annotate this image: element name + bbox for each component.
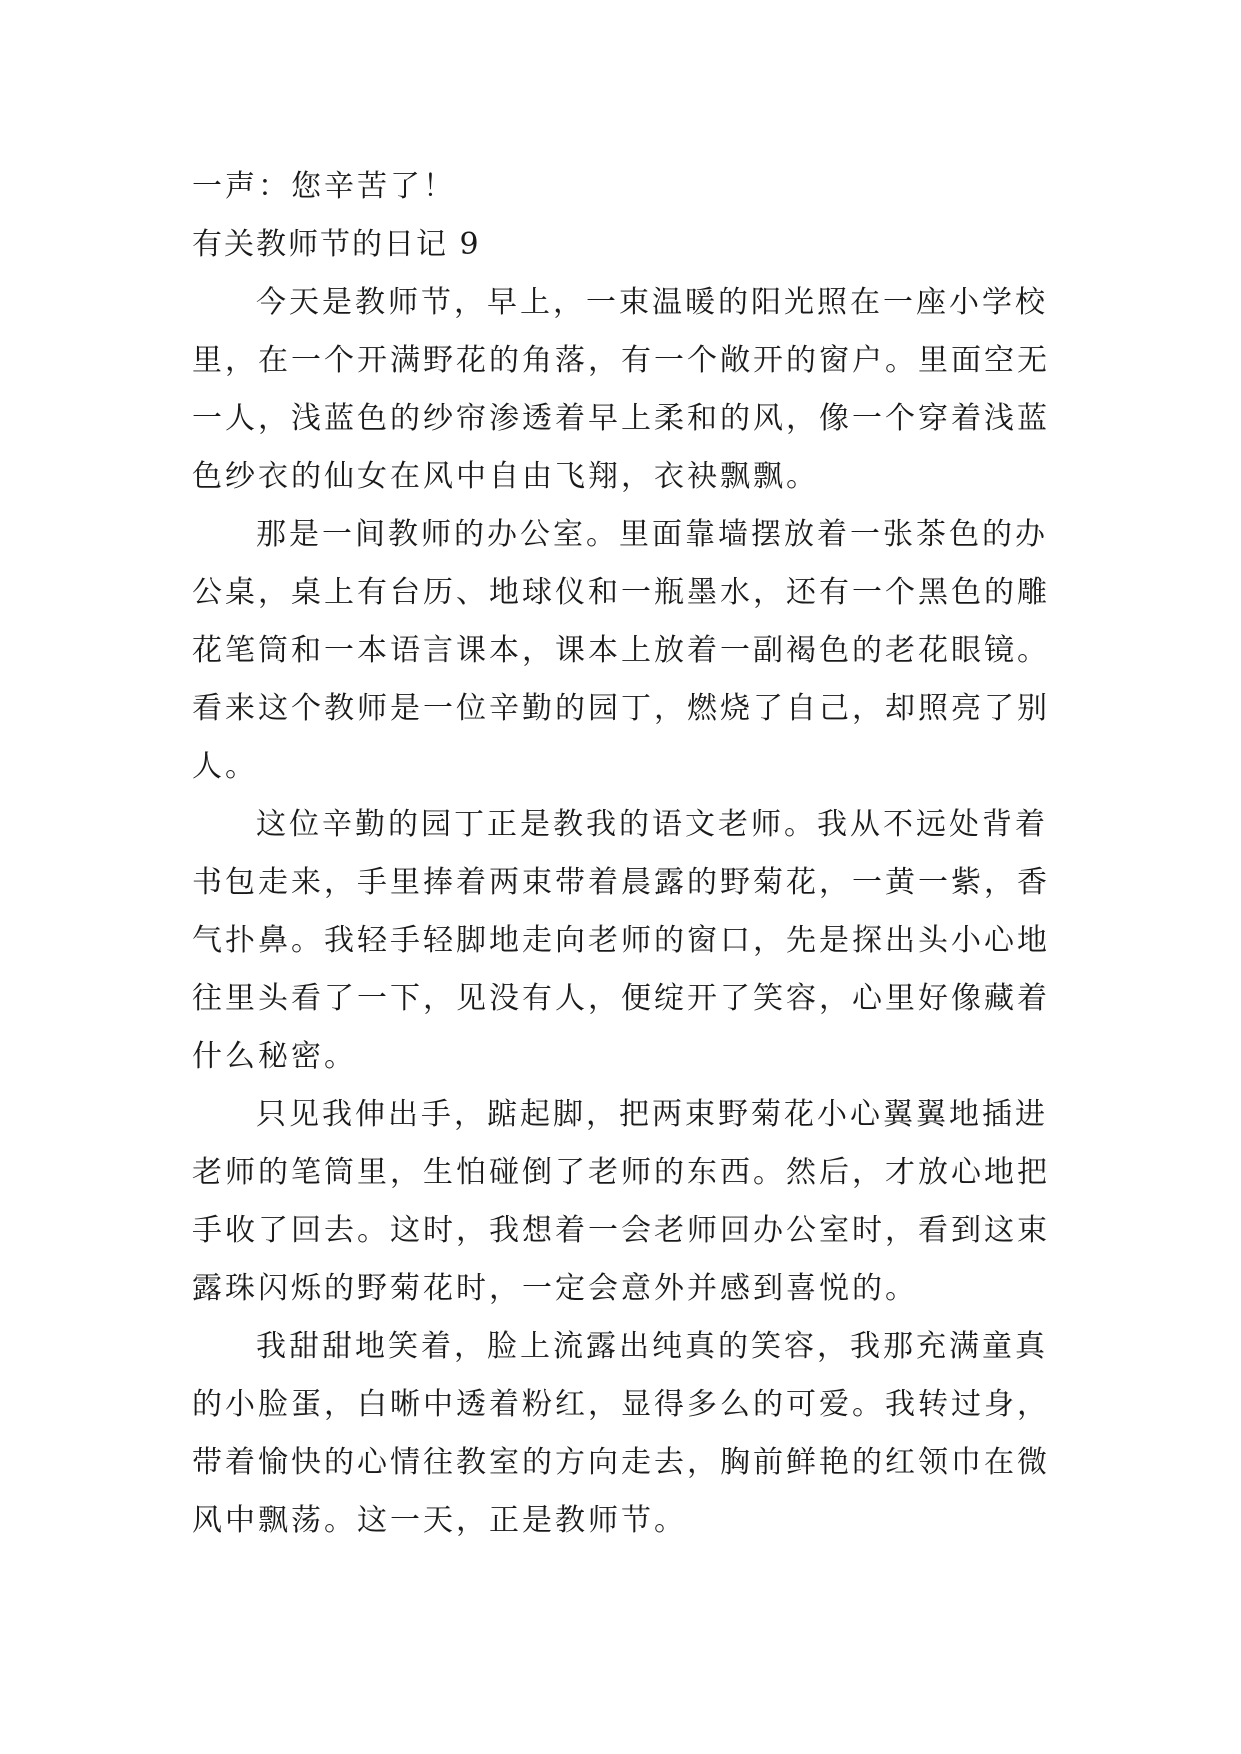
paragraph-line: 露珠闪烁的野菊花时，一定会意外并感到喜悦的。 <box>192 1271 918 1306</box>
paragraph-line: 手收了回去。这时，我想着一会老师回办公室时，看到这束 <box>192 1213 1050 1248</box>
paragraph-line: 气扑鼻。我轻手轻脚地走向老师的窗口，先是探出头小心地 <box>192 923 1050 958</box>
paragraph-line: 公桌，桌上有台历、地球仪和一瓶墨水，还有一个黑色的雕 <box>192 575 1050 610</box>
paragraph-line: 的小脸蛋，白晰中透着粉红，显得多么的可爱。我转过身， <box>192 1387 1050 1422</box>
paragraph-line: 人。 <box>192 749 258 784</box>
paragraph-line: 往里头看了一下，见没有人，便绽开了笑容，心里好像藏着 <box>192 981 1050 1016</box>
paragraph-line: 色纱衣的仙女在风中自由飞翔，衣袂飘飘。 <box>192 459 819 494</box>
paragraph-3 <box>192 796 1072 1086</box>
paragraph-line: 今天是教师节，早上，一束温暖的阳光照在一座小学校 <box>256 285 1048 320</box>
paragraph-5 <box>192 1318 1072 1550</box>
paragraph-2 <box>192 506 1072 796</box>
paragraph-line: 那是一间教师的办公室。里面靠墙摆放着一张茶色的办 <box>256 517 1048 552</box>
paragraph-4 <box>192 1086 1072 1318</box>
opening-line: 一声：您辛苦了！ <box>192 169 456 204</box>
paragraph-line: 看来这个教师是一位辛勤的园丁，燃烧了自己，却照亮了别 <box>192 691 1050 726</box>
paragraph-line: 一人，浅蓝色的纱帘渗透着早上柔和的风，像一个穿着浅蓝 <box>192 401 1050 436</box>
diary-heading: 有关教师节的日记 9 <box>192 227 481 262</box>
paragraph-line: 老师的笔筒里，生怕碰倒了老师的东西。然后，才放心地把 <box>192 1155 1050 1190</box>
paragraph-line: 风中飘荡。这一天，正是教师节。 <box>192 1503 687 1538</box>
paragraph-line: 只见我伸出手，踮起脚，把两束野菊花小心翼翼地插进 <box>256 1097 1048 1132</box>
paragraph-line: 什么秘密。 <box>192 1039 357 1074</box>
paragraph-line: 里，在一个开满野花的角落，有一个敞开的窗户。里面空无 <box>192 343 1050 378</box>
document-body <box>192 158 1072 1550</box>
paragraph-line: 我甜甜地笑着，脸上流露出纯真的笑容，我那充满童真 <box>256 1329 1048 1364</box>
paragraph-line: 书包走来，手里捧着两束带着晨露的野菊花，一黄一紫，香 <box>192 865 1050 900</box>
paragraph-line: 带着愉快的心情往教室的方向走去，胸前鲜艳的红领巾在微 <box>192 1445 1050 1480</box>
paragraph-line: 花笔筒和一本语言课本，课本上放着一副褐色的老花眼镜。 <box>192 633 1050 668</box>
paragraph-1 <box>192 274 1072 506</box>
paragraph-line: 这位辛勤的园丁正是教我的语文老师。我从不远处背着 <box>256 807 1048 842</box>
